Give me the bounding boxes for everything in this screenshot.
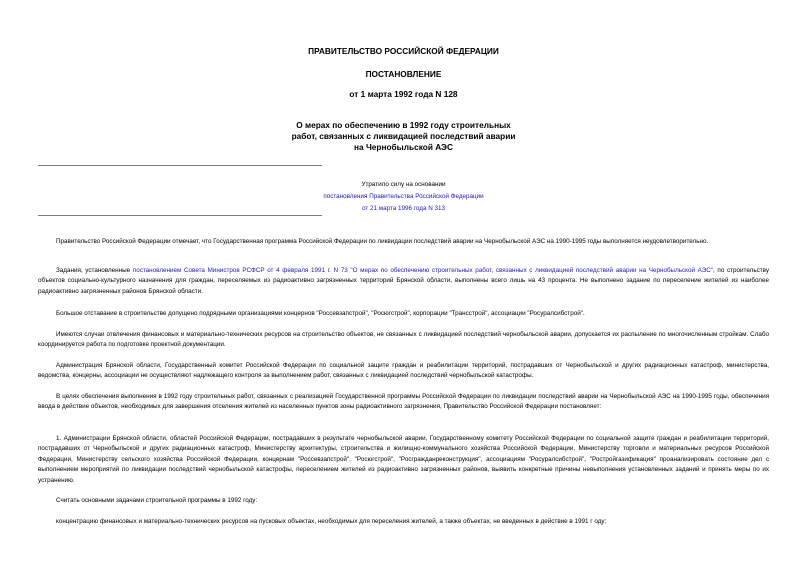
paragraph-4: Имеются случаи отвлечения финансовых и материально-технических ресурсов на строительство объектов, не связанных с ликвидацией последствий чернобыльской аварии, допускается их распыление по многочисленным стройкам. Слабо координируется работа по подготовке проектной документации. <box>38 331 769 349</box>
government-heading: ПРАВИТЕЛЬСТВО РОССИЙСКОЙ ФЕДЕРАЦИИ <box>308 46 499 56</box>
paragraph-2-rest: , по строительству объектов социально-культурного назначения для граждан, переселяемых из радиоактивно загрязненных территорий Брянской области, выполнены всего лишь на 43 процента. Не выполнено задание по переселение жителей из наиболее радиоактивно загрязненных районов Брянской области. <box>38 267 769 295</box>
paragraph-5: Администрация Брянской области, Государственный комитет Российской Федерации по социальной защите граждан и реабилитации территорий, пострадавших от Чернобыльской и других радиационных катастроф, министерства, ведомства, концерны, ассоциации не осуществляют надлежащего контроля за выполнением работ, связанных с ликвидацией последствий чернобыльской катастрофы. <box>38 362 769 380</box>
document-type: ПОСТАНОВЛЕНИЕ <box>365 69 442 79</box>
title-line-3: на Чернобыльской АЭС <box>354 142 453 152</box>
paragraph-2-lead: Задания, установленные <box>56 267 133 274</box>
title-line-2: работ, связанных с ликвидацией последствий аварии <box>291 131 516 141</box>
status-note <box>250 179 557 215</box>
paragraph-2 <box>38 266 769 297</box>
decree-link[interactable]: постановлением Совета Министров РСФСР от 4 февраля 1991 г. N 73 "О мерах по обеспечению строительных работ, связанных с ликвидацией последствий аварии на Чернобыльской АЭС" <box>132 267 714 274</box>
title-line-1: О мерах по обеспечению в 1992 году строительных <box>296 120 511 130</box>
document-title <box>200 120 607 153</box>
status-note-text: Утратило силу на основании <box>361 181 446 188</box>
document-date-number: от 1 марта 1992 года N 128 <box>349 89 458 99</box>
paragraph-6: В целях обеспечения выполнения в 1992 году строительных работ, связанных с реализацией Государственной программы Российской Федерации по ликвидации последствий аварии на Чернобыльской АЭС на 1990-1995 годы, обеспечения ввода в действие объектов, необходимых для завершения отселения жителей из населенных пунктов зоны радиоактивного загрязнения, Правительство Российской Федерации постановляет: <box>38 393 769 411</box>
divider-top <box>38 165 322 166</box>
repeal-link[interactable] <box>250 191 557 215</box>
paragraph-8: Считать основными задачами строительной программы в 1992 году: <box>56 497 258 504</box>
paragraph-3: Большое отставание в строительстве допущено подрядными организациями концернов "Россевзапстрой", "Росюгстрой", корпорации "Трансстрой", ассоциации "Росуралсибстрой". <box>56 310 585 317</box>
paragraph-7: 1. Администрации Брянской области, областей Российской Федерации, пострадавших в результате чернобыльской аварии, Государственному комитету Российской Федерации по социальной защите граждан и реабилитации территорий, пострадавших от Чернобыльской и других радиационных катастроф, Министерству архитектуры, строительства и жилищно-коммунального хозяйства Российской Федерации, Министерству торговли и материальных ресурсов Российской Федерации, Министерству сельского хозяйства Российской Федерации, концернам "Россевзапстрой", "Росюгстрой", "Росгражданреконструкция", ассоциациям "Росуралсибстрой", "Ростройгазификация" проанализировать состояние дел с выполнением мероприятий по ликвидации последствий чернобыльской катастрофы, переселением жителей из радиоактивно загрязненных районов, выявить конкретные причины невыполнения установленных заданий и принять меры по их устранению. <box>38 435 769 484</box>
paragraph-9: концентрацию финансовых и материально-технических ресурсов на пусковых объектах, необходимых для переселения жителей, а также объектах, не введенных в действие в 1991 г оду; <box>56 518 607 525</box>
repeal-link-line-1: постановления Правительства Российской Федерации <box>323 193 484 200</box>
paragraph-1: Правительство Российской Федерации отмечает, что Государственная программа Российской Федерации по ликвидации последствий аварии на Чернобыльской АЭС на 1990-1995 годы выполняется неудовлетворительно. <box>56 238 709 245</box>
divider-bottom <box>38 215 322 216</box>
repeal-link-line-2: от 21 марта 1996 года N 313 <box>361 205 446 212</box>
